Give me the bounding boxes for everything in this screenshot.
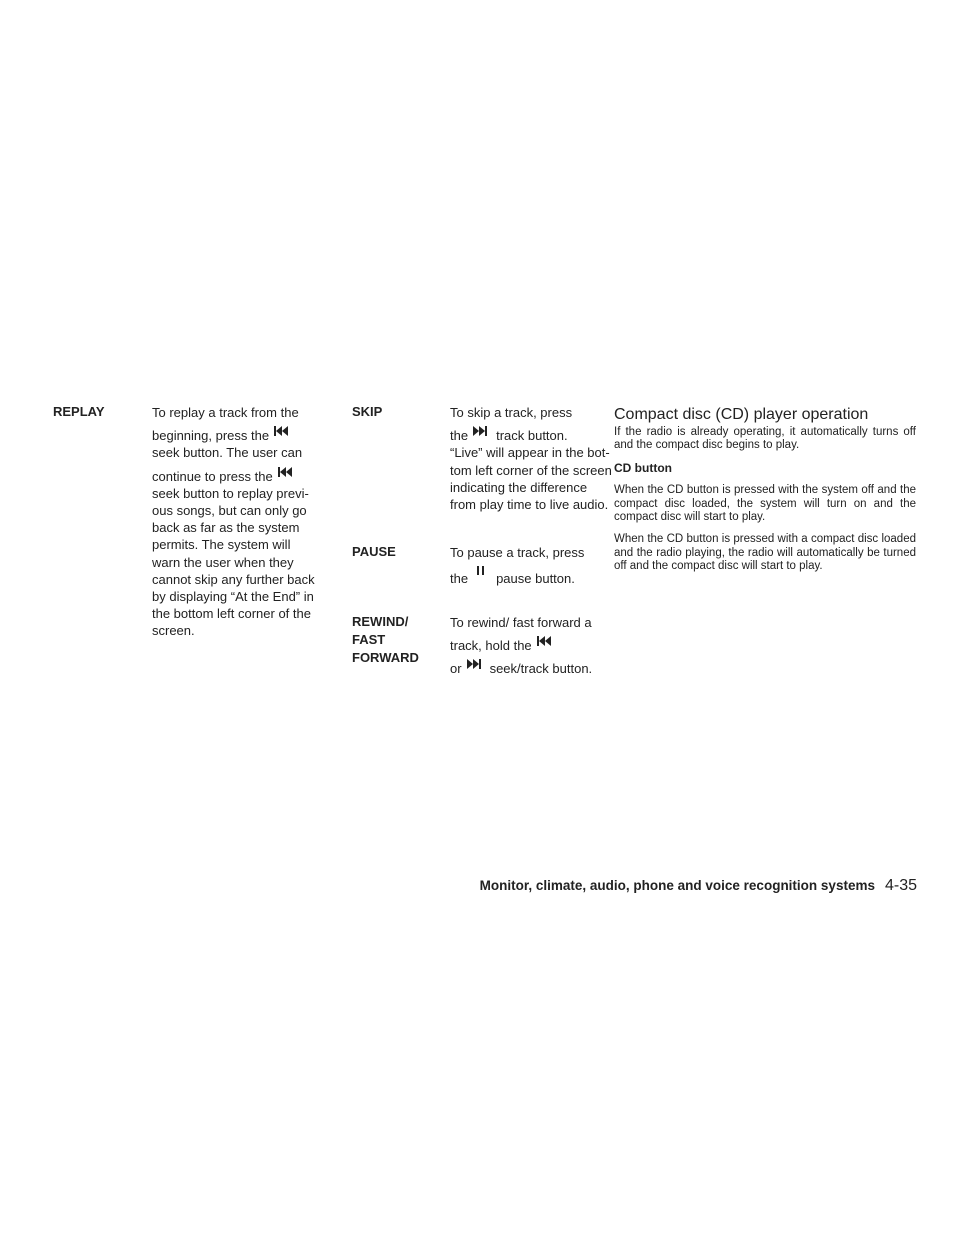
rewind-description bbox=[450, 614, 625, 678]
term-forward: FORWARD bbox=[352, 650, 419, 665]
replay-line-2: beginning, press the bbox=[152, 425, 327, 444]
section-title-cd-player: Compact disc (CD) player operation bbox=[614, 406, 869, 423]
replay-description bbox=[152, 404, 327, 640]
next-track-icon bbox=[466, 658, 482, 670]
page-number: 4-35 bbox=[884, 877, 917, 894]
skip-description bbox=[450, 404, 625, 513]
pause-icon bbox=[472, 565, 488, 577]
replay-line-10: cannot skip any further back bbox=[152, 571, 315, 587]
rewind-line-3: or seek/track button. bbox=[450, 658, 625, 677]
pause-line-2: the pause button. bbox=[450, 565, 625, 587]
replay-line-1: To replay a track from the bbox=[152, 405, 299, 420]
rewind-line-2: track, hold the bbox=[450, 635, 625, 654]
replay-line-3: seek button. The user can bbox=[152, 445, 303, 461]
cd-intro-paragraph: If the radio is already operating, it automatically turns off and the compact disc begins to play. bbox=[614, 426, 916, 452]
skip-line-6: from play time to live audio. bbox=[450, 497, 609, 513]
term-rewind: REWIND/ bbox=[352, 614, 409, 629]
pause-description bbox=[450, 544, 625, 587]
footer-chapter-title: Monitor, climate, audio, phone and voice recognition systems bbox=[479, 878, 875, 893]
previous-track-icon bbox=[536, 635, 552, 647]
previous-track-icon bbox=[277, 466, 293, 478]
replay-line-11: by displaying “At the End” in bbox=[152, 589, 314, 605]
skip-line-2: the track button. bbox=[450, 425, 625, 444]
skip-line-5: indicating the difference bbox=[450, 479, 588, 495]
term-replay: REPLAY bbox=[53, 404, 105, 419]
replay-line-7: back as far as the system bbox=[152, 520, 300, 536]
replay-line-9: warn the user when they bbox=[152, 554, 294, 570]
term-pause: PAUSE bbox=[352, 544, 396, 559]
cd-paragraph-1: When the CD button is pressed with the system off and the compact disc loaded, the system will turn on and the compact disc will start to play. bbox=[614, 484, 916, 524]
page-footer bbox=[452, 877, 917, 895]
replay-line-5: seek button to replay previ- bbox=[152, 485, 309, 501]
term-fast: FAST bbox=[352, 632, 386, 647]
replay-line-6: ous songs, but can only go bbox=[152, 503, 307, 519]
replay-line-8: permits. The system will bbox=[152, 537, 291, 553]
pause-line-1: To pause a track, press bbox=[450, 545, 585, 560]
cd-section-body bbox=[614, 426, 916, 574]
skip-line-4: tom left corner of the screen bbox=[450, 462, 612, 478]
rewind-line-1: To rewind/ fast forward a bbox=[450, 615, 592, 630]
skip-line-1: To skip a track, press bbox=[450, 405, 573, 420]
term-skip: SKIP bbox=[352, 404, 383, 419]
cd-paragraph-2: When the CD button is pressed with a compact disc loaded and the radio playing, the radio will automatically be turned off and the compact disc will start to play. bbox=[614, 533, 916, 573]
replay-line-13: screen. bbox=[152, 623, 195, 639]
replay-line-12: the bottom left corner of the bbox=[152, 606, 311, 622]
skip-line-3: “Live” will appear in the bot- bbox=[450, 445, 610, 461]
replay-line-4: continue to press the bbox=[152, 466, 327, 485]
next-track-icon bbox=[472, 425, 488, 437]
previous-track-icon bbox=[273, 425, 289, 437]
term-rewind-fast-forward bbox=[352, 613, 419, 667]
cd-button-subheading: CD button bbox=[614, 460, 672, 475]
